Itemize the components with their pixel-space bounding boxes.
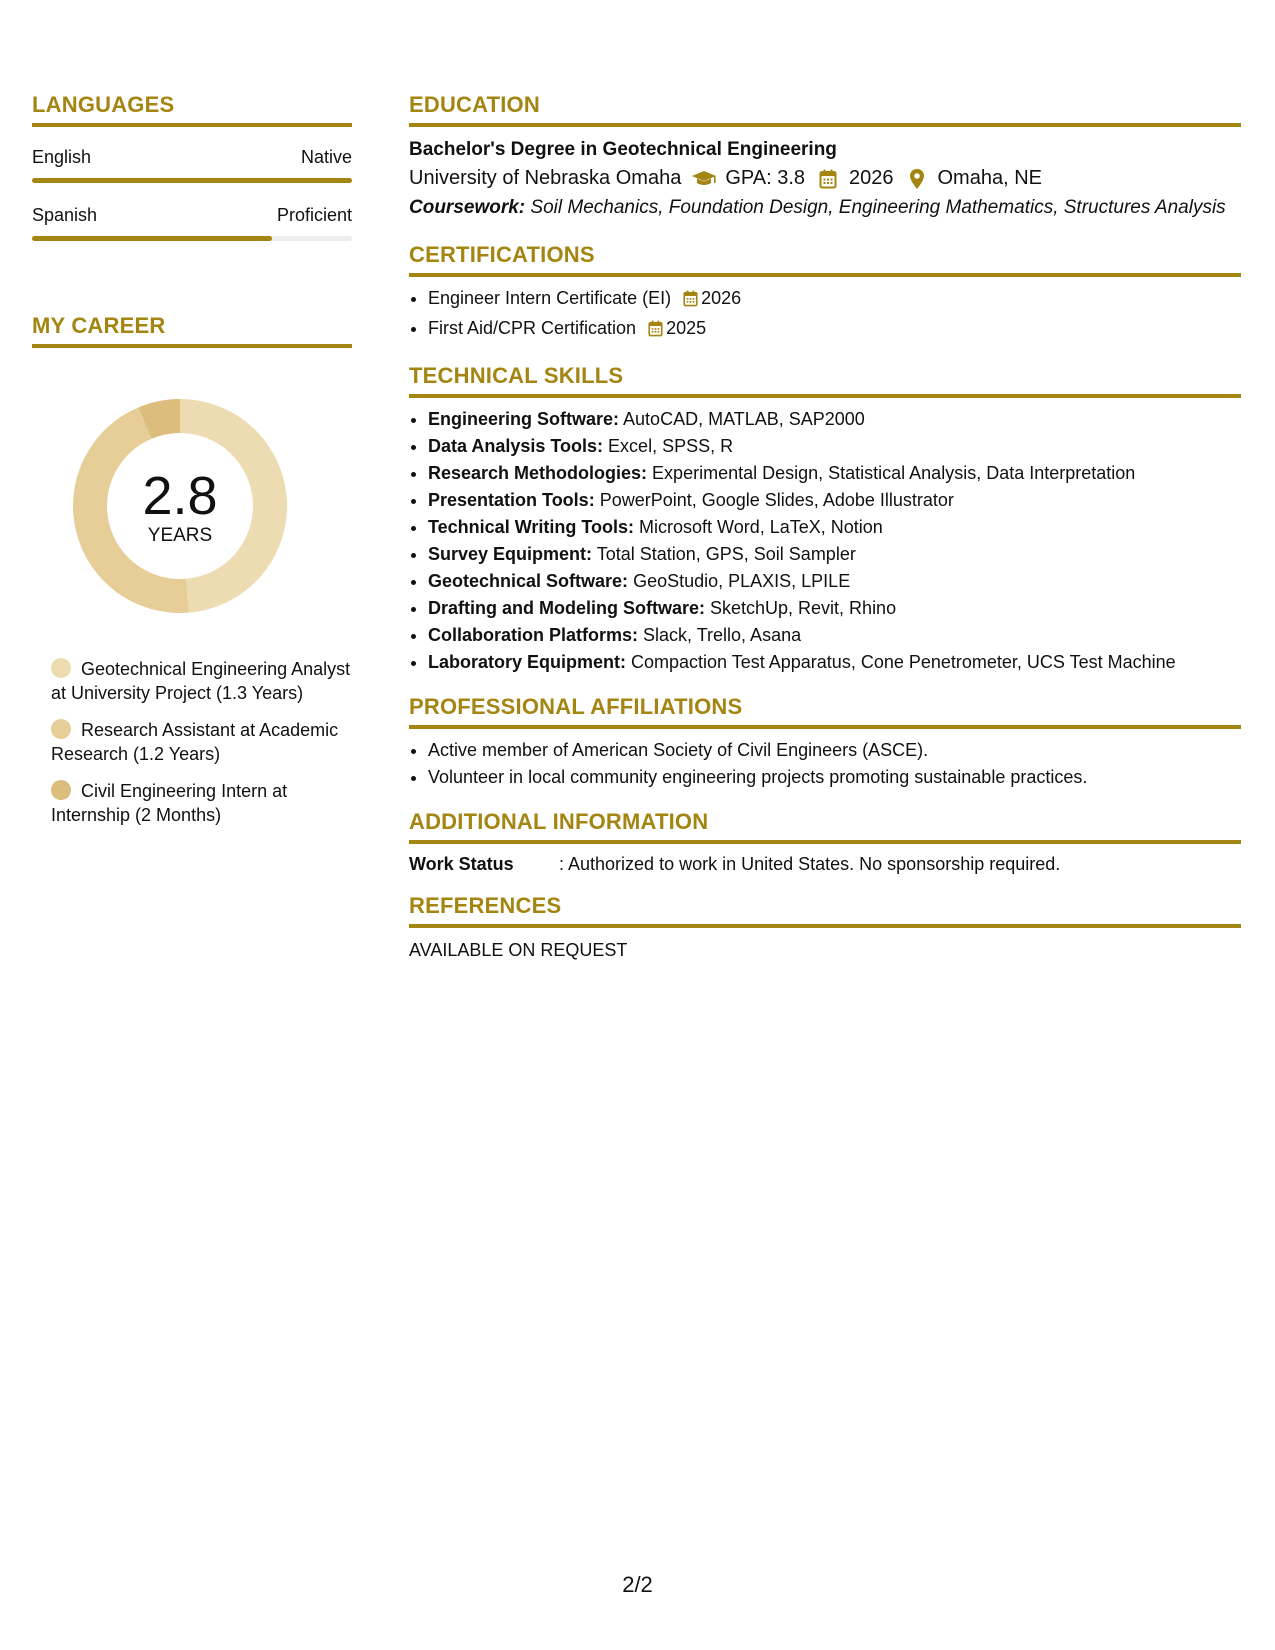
skill-values: AutoCAD, MATLAB, SAP2000 bbox=[619, 409, 865, 429]
legend-label: Civil Engineering Intern at Internship (2 Months) bbox=[51, 781, 288, 825]
skill-values: PowerPoint, Google Slides, Adobe Illustrator bbox=[594, 490, 954, 510]
certification-year: 2025 bbox=[666, 318, 707, 338]
skill-values: GeoStudio, PLAXIS, LPILE bbox=[628, 571, 851, 591]
career-legend bbox=[51, 657, 352, 827]
certifications-section bbox=[409, 242, 1241, 345]
work-status-value: : Authorized to work in United States. No sponsorship required. bbox=[559, 854, 1061, 874]
calendar-icon bbox=[815, 168, 841, 190]
skill-item bbox=[428, 487, 1241, 514]
calendar-icon bbox=[683, 288, 698, 315]
language-name: English bbox=[32, 147, 92, 167]
affiliations-heading: PROFESSIONAL AFFILIATIONS bbox=[409, 694, 1241, 729]
skill-values: SketchUp, Revit, Rhino bbox=[705, 598, 897, 618]
skill-values: Slack, Trello, Asana bbox=[638, 625, 802, 645]
career-total-unit: YEARS bbox=[147, 525, 213, 546]
skill-item bbox=[428, 541, 1241, 568]
career-heading: MY CAREER bbox=[32, 313, 352, 348]
language-bar-fill bbox=[32, 178, 352, 183]
skills-list bbox=[409, 406, 1241, 676]
skill-category: Technical Writing Tools: bbox=[428, 517, 635, 537]
language-name: Spanish bbox=[32, 205, 98, 225]
certification-year: 2026 bbox=[701, 288, 742, 308]
calendar-icon bbox=[648, 318, 663, 345]
page-number: 2/2 bbox=[622, 1572, 653, 1597]
certification-name: Engineer Intern Certificate (EI) bbox=[428, 288, 672, 308]
skill-item bbox=[428, 460, 1241, 487]
coursework bbox=[409, 196, 1241, 220]
language-bar bbox=[32, 236, 352, 241]
references-text: AVAILABLE ON REQUEST bbox=[409, 940, 628, 960]
career-donut-chart bbox=[65, 391, 295, 621]
right-column bbox=[409, 92, 1241, 961]
language-item bbox=[32, 147, 352, 183]
skill-values: Experimental Design, Statistical Analysis, Data Interpretation bbox=[647, 463, 1136, 483]
skill-values: Compaction Test Apparatus, Cone Penetrometer, UCS Test Machine bbox=[626, 652, 1176, 672]
additional-info-heading: ADDITIONAL INFORMATION bbox=[409, 809, 1241, 844]
education-section bbox=[409, 92, 1241, 220]
graduation-year: 2026 bbox=[849, 167, 894, 189]
list-item bbox=[428, 285, 1241, 315]
skill-item bbox=[428, 406, 1241, 433]
list-item: • Active member of American Society of Civil Engineers (ASCE). bbox=[428, 737, 1241, 764]
legend-dot-icon bbox=[51, 658, 71, 678]
school-name: University of Nebraska Omaha bbox=[409, 167, 682, 189]
language-level: Native bbox=[300, 147, 352, 167]
location-pin-icon bbox=[904, 168, 930, 190]
skill-category: Presentation Tools: bbox=[428, 490, 595, 510]
skills-heading: TECHNICAL SKILLS bbox=[409, 363, 1241, 398]
skill-item bbox=[428, 649, 1241, 676]
skill-category: Engineering Software: bbox=[428, 409, 620, 429]
degree-title: Bachelor's Degree in Geotechnical Engineering bbox=[409, 139, 837, 160]
skill-item bbox=[428, 568, 1241, 595]
language-bar-fill bbox=[32, 236, 272, 241]
language-item bbox=[32, 205, 352, 241]
languages-heading: LANGUAGES bbox=[32, 92, 352, 127]
skill-values: Microsoft Word, LaTeX, Notion bbox=[634, 517, 883, 537]
coursework-list: Soil Mechanics, Foundation Design, Engineering Mathematics, Structures Analysis bbox=[525, 197, 1226, 218]
affiliations-section bbox=[409, 694, 1241, 791]
work-status-label: Work Status bbox=[409, 854, 514, 874]
skill-item bbox=[428, 514, 1241, 541]
references-section bbox=[409, 893, 1241, 961]
skill-values: Total Station, GPS, Soil Sampler bbox=[592, 544, 856, 564]
skill-category: Laboratory Equipment: bbox=[428, 652, 627, 672]
location: Omaha, NE bbox=[937, 167, 1042, 189]
left-column bbox=[32, 92, 352, 840]
legend-label: Research Assistant at Academic Research (1.2 Years) bbox=[51, 720, 339, 764]
certification-name: First Aid/CPR Certification bbox=[428, 318, 637, 338]
skill-category: Geotechnical Software: bbox=[428, 571, 629, 591]
legend-item bbox=[51, 779, 352, 827]
skill-item bbox=[428, 622, 1241, 649]
legend-dot-icon bbox=[51, 719, 71, 739]
education-details bbox=[409, 167, 1241, 190]
legend-label: Geotechnical Engineering Analyst at University Project (1.3 Years) bbox=[51, 659, 351, 703]
coursework-label: Coursework: bbox=[409, 197, 526, 218]
legend-dot-icon bbox=[51, 780, 71, 800]
list-item bbox=[428, 315, 1241, 345]
skill-category: Data Analysis Tools: bbox=[428, 436, 604, 456]
skills-section bbox=[409, 363, 1241, 676]
career-total-value: 2.8 bbox=[142, 466, 218, 526]
additional-info-section bbox=[409, 809, 1241, 875]
legend-item bbox=[51, 657, 352, 705]
skill-category: Drafting and Modeling Software: bbox=[428, 598, 705, 618]
skill-item bbox=[428, 433, 1241, 460]
skill-category: Survey Equipment: bbox=[428, 544, 593, 564]
skill-values: Excel, SPSS, R bbox=[603, 436, 734, 456]
graduation-cap-icon bbox=[691, 168, 717, 190]
language-level: Proficient bbox=[276, 205, 352, 225]
certifications-heading: CERTIFICATIONS bbox=[409, 242, 1241, 277]
education-heading: EDUCATION bbox=[409, 92, 1241, 127]
list-item: • Volunteer in local community engineering projects promoting sustainable practices. bbox=[428, 764, 1241, 791]
skill-category: Research Methodologies: bbox=[428, 463, 648, 483]
gpa: GPA: 3.8 bbox=[725, 167, 805, 189]
skill-item bbox=[428, 595, 1241, 622]
legend-item bbox=[51, 718, 352, 766]
skill-category: Collaboration Platforms: bbox=[428, 625, 639, 645]
references-heading: REFERENCES bbox=[409, 893, 1241, 928]
language-bar bbox=[32, 178, 352, 183]
